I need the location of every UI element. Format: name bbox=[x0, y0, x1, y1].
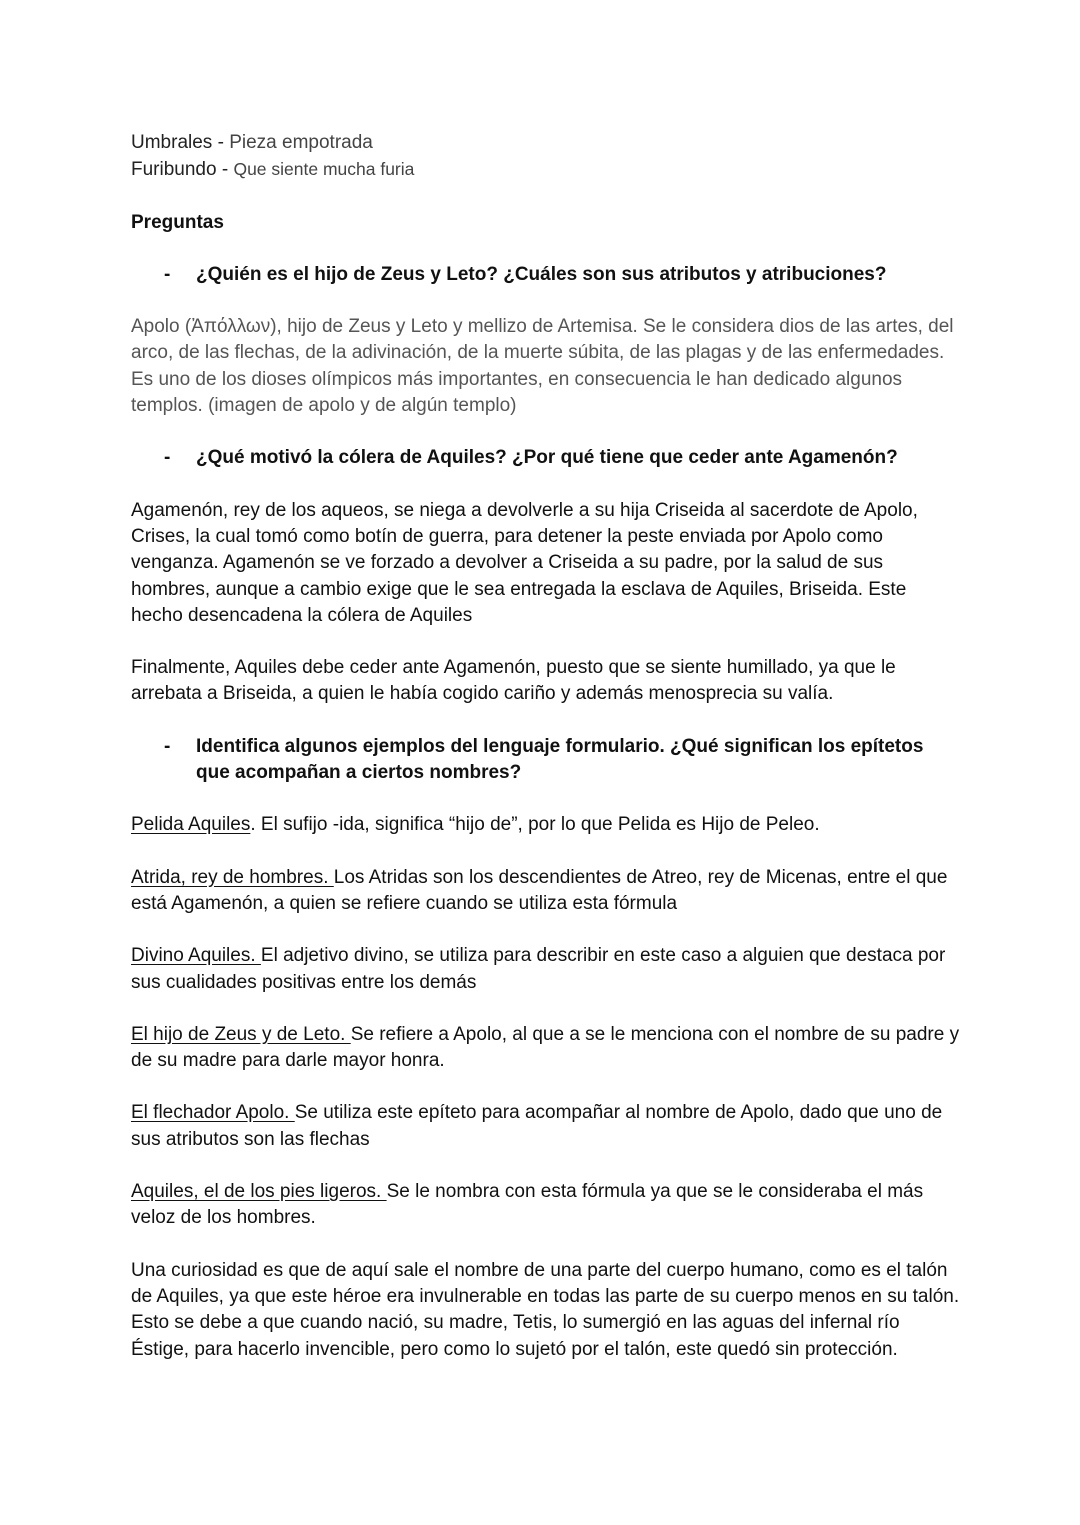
epithet-phrase: El hijo de Zeus y de Leto. bbox=[131, 1023, 351, 1045]
vocab-entry-umbrales bbox=[131, 130, 961, 156]
epithet-explanation: Se utiliza este epíteto para acompañar al nombre de Apolo, dado que uno de sus atributos son las flechas bbox=[131, 1102, 943, 1150]
vocabulary-list bbox=[131, 130, 961, 184]
answer-1: Apolo (Ἀπόλλων), hijo de Zeus y Leto y mellizo de Artemisa. Se le considera dios de las artes, del arco, de las flechas, de la adivinación, de la muerte súbita, de las plagas y de las enfermedades. Es uno de los dioses olímpicos más importantes, en consecuencia le han dedicado algunos templos. (imagen de apolo y de algún templo) bbox=[131, 316, 954, 417]
question-2 bbox=[131, 445, 961, 471]
vocab-separator: - bbox=[212, 132, 230, 153]
example-divino-aquiles bbox=[131, 943, 961, 996]
vocab-entry-furibundo bbox=[131, 156, 961, 183]
epithet-phrase: Pelida Aquiles bbox=[131, 814, 251, 836]
curiosity-paragraph: Una curiosidad es que de aquí sale el nombre de una parte del cuerpo humano, como es el talón de Aquiles, ya que este héroe era invulnerable en todas las parte de su cuerpo menos en su talón. Esto se debe a que cuando nació, su madre, Tetis, lo sumergió en las aguas del infernal río Éstige, para hacerlo invencible, pero como lo sujetó por el talón, este quedó sin protección. bbox=[131, 1259, 960, 1360]
example-hijo-de-zeus bbox=[131, 1022, 961, 1075]
answer-2-paragraph-2: Finalmente, Aquiles debe ceder ante Agamenón, puesto que se siente humillado, ya que le arrebata a Briseida, a quien le había cogido cariño y además menosprecia su valía. bbox=[131, 657, 896, 705]
question-text: Identifica algunos ejemplos del lenguaje formulario. ¿Qué significan los epítetos que acompañan a ciertos nombres? bbox=[196, 735, 924, 784]
example-pies-ligeros bbox=[131, 1179, 961, 1232]
section-heading: Preguntas bbox=[131, 211, 224, 233]
question-text: ¿Qué motivó la cólera de Aquiles? ¿Por qué tiene que ceder ante Agamenón? bbox=[196, 447, 898, 469]
epithet-explanation: Se le nombra con esta fórmula ya que se le consideraba el más veloz de los hombres. bbox=[131, 1181, 924, 1229]
epithet-explanation: Los Atridas son los descendientes de Atreo, rey de Micenas, entre el que está Agamenón, a quien se refiere cuando se utiliza esta fórmula bbox=[131, 866, 948, 914]
epithet-phrase: Divino Aquiles. bbox=[131, 945, 261, 967]
question-1 bbox=[131, 262, 961, 288]
example-pelida-aquiles bbox=[131, 812, 961, 838]
epithet-explanation: El adjetivo divino, se utiliza para describir en este caso a alguien que destaca por sus cualidades positivas entre los demás bbox=[131, 945, 946, 993]
bullet-dash: - bbox=[164, 447, 171, 469]
document-page bbox=[131, 130, 961, 1363]
vocab-term: Furibundo bbox=[131, 159, 217, 181]
question-text: ¿Quién es el hijo de Zeus y Leto? ¿Cuáles son sus atributos y atribuciones? bbox=[196, 263, 887, 285]
answer-2-paragraph-1: Agamenón, rey de los aqueos, se niega a devolverle a su hija Criseida al sacerdote de Apolo, Crises, la cual tomó como botín de guerra, para detener la peste enviada por Apolo como venganza. Agamenón se ve forzado a devolver a Criseida a su padre, por la salud de sus hombres, aunque a cambio exige que le sea entregada la esclava de Aquiles, Briseida. Este hecho desencadena la cólera de Aquiles bbox=[131, 499, 918, 626]
epithet-phrase: El flechador Apolo. bbox=[131, 1102, 295, 1124]
vocab-separator: - bbox=[216, 159, 234, 181]
epithet-phrase: Aquiles, el de los pies ligeros. bbox=[131, 1181, 387, 1203]
epithet-phrase: Atrida, rey de hombres. bbox=[131, 866, 334, 888]
bullet-dash: - bbox=[164, 735, 171, 757]
vocab-definition: Pieza empotrada bbox=[229, 132, 373, 153]
bullet-dash: - bbox=[164, 263, 171, 285]
vocab-term: Umbrales bbox=[131, 132, 213, 153]
epithet-explanation: . El sufijo -ida, significa “hijo de”, por lo que Pelida es Hijo de Peleo. bbox=[250, 814, 820, 836]
vocab-definition: Que siente mucha furia bbox=[233, 159, 415, 180]
example-atrida bbox=[131, 865, 961, 918]
epithet-explanation: Se refiere a Apolo, al que a se le menciona con el nombre de su padre y de su madre para darle mayor honra. bbox=[131, 1023, 960, 1072]
question-3 bbox=[131, 734, 961, 787]
example-flechador-apolo bbox=[131, 1100, 961, 1153]
